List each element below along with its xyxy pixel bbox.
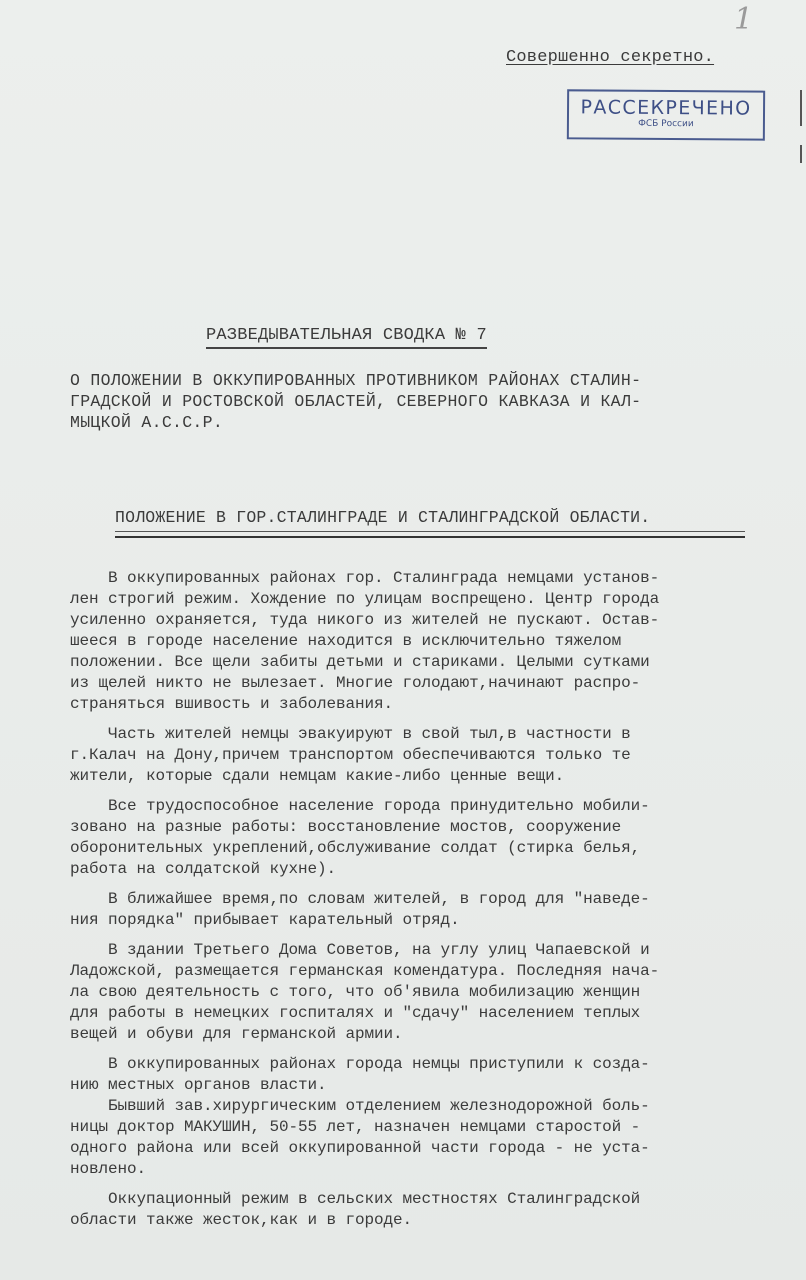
paragraph: Оккупационный режим в сельских местностях Сталинградской области также жесток,как и в городе. bbox=[70, 1190, 641, 1229]
paragraph: Все трудоспособное население города принудительно мобили- зовано на разные работы: восстановление мостов, сооружение оборонительных укреплений,обслуживание солдат (стирка белья, работа на солдатской кухне). bbox=[70, 797, 650, 878]
edge-mark bbox=[800, 145, 802, 163]
paragraph: В ближайшее время,по словам жителей, в город для "наведе- ния порядка" прибывает карательный отряд. bbox=[70, 890, 650, 929]
paragraph: Часть жителей немцы эвакуируют в свой тыл,в частности в г.Калач на Дону,причем транспортом обеспечиваются только те жители, которые сдали немцам какие-либо ценные вещи. bbox=[70, 725, 631, 785]
classification-mark: Совершенно секретно. bbox=[506, 48, 715, 67]
section-heading bbox=[115, 508, 745, 538]
edge-mark bbox=[800, 90, 802, 126]
body-text bbox=[70, 568, 782, 1231]
stamp-title: РАССЕКРЕЧЕНО bbox=[580, 96, 752, 120]
section-heading-underline bbox=[115, 531, 745, 538]
document-title: РАЗВЕДЫВАТЕЛЬНАЯ СВОДКА № 7 bbox=[206, 326, 487, 349]
stamp-org: ФСБ России bbox=[638, 118, 694, 130]
page-number: 1 bbox=[734, 2, 754, 37]
paragraph: В оккупированных районах гор. Сталинграда немцами установ- лен строгий режим. Хождение по улицам воспрещено. Центр города усиленно охраняется, туда никого из жителей не пускают. Остав- шееся в городе население находится в исключительно тяжелом положении. Все щели забиты детьми и стариками. Целыми сутками из щелей никто не вылезает. Многие голодают,начинают распро- страняться вшивость и заболевания. bbox=[70, 569, 660, 713]
paragraph: В оккупированных районах города немцы приступили к созда- нию местных органов власти. Бывший зав.хирургическим отделением железнодорожной боль- ницы доктор МАКУШИН, 50-55 лет, назначен немцами старостой - одного района или всей оккупированной части города - не уста- новлено. bbox=[70, 1055, 650, 1178]
paragraph: В здании Третьего Дома Советов, на углу улиц Чапаевской и Ладожской, размещается германская комендатура. Последняя нача- ла свою деятельность с того, что об'явила мобилизацию женщин для работы в немецких госпиталях и "сдачу" населением теплых вещей и обуви для германской армии. bbox=[70, 941, 660, 1043]
section-heading-text: ПОЛОЖЕНИЕ В ГОР.СТАЛИНГРАДЕ И СТАЛИНГРАДСКОЙ ОБЛАСТИ. bbox=[115, 508, 651, 527]
title-block bbox=[70, 326, 770, 349]
declassified-stamp bbox=[567, 89, 765, 140]
document-subtitle: О ПОЛОЖЕНИИ В ОККУПИРОВАННЫХ ПРОТИВНИКОМ РАЙОНАХ СТАЛИН- ГРАДСКОЙ И РОСТОВСКОЙ ОБЛАСТЕЙ, СЕВЕРНОГО КАВКАЗА И КАЛ- МЫЦКОЙ А.С.С.Р. bbox=[70, 371, 642, 432]
